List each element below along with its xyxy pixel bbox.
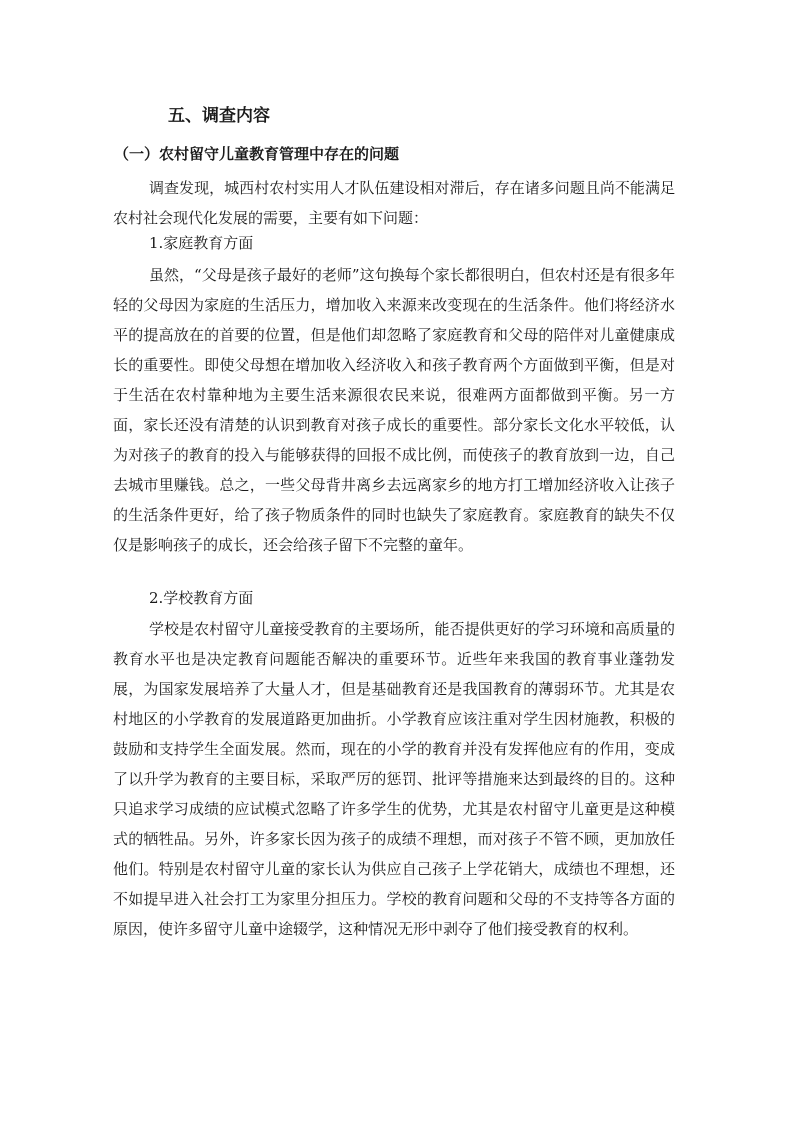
item-heading-family-education: 1.家庭教育方面 bbox=[149, 234, 254, 252]
paragraph-family-education: 虽然，“父母是孩子最好的老师”这句换每个家长都很明白，但农村还是有很多年轻的父母因为家庭的生活压力，增加收入来源来改变现在的生活条件。他们将经济水平的提高放在的首要的位置，但是他们却忽略了家庭教育和父母的陪伴对儿童健康成长的重要性。即使父母想在增加收入经济收入和孩子教育两个方面做到平衡，但是对于生活在农村靠种地为主要生活来源很农民来说，很难两方面都做到平衡。另一方面，家长还没有清楚的认识到教育对孩子成长的重要性。部分家长文化水平较低，认为对孩子的教育的投入与能够获得的回报不成比例，而使孩子的教育放到一边，自己去城市里赚钱。总之，一些父母背井离乡去远离家乡的地方打工增加经济收入让孩子的生活条件更好，给了孩子物质条件的同时也缺失了家庭教育。家庭教育的缺失不仅仅是影响孩子的成长，还会给孩子留下不完整的童年。 bbox=[113, 266, 675, 554]
item-heading-school-education: 2.学校教育方面 bbox=[149, 589, 254, 607]
paragraph-school-education: 学校是农村留守儿童接受教育的主要场所，能否提供更好的学习环境和高质量的教育水平也是决定教育问题能否解决的重要环节。近些年来我国的教育事业蓬勃发展，为国家发展培养了大量人才，但是基础教育还是我国教育的薄弱环节。尤其是农村地区的小学教育的发展道路更加曲折。小学教育应该注重对学生因材施教，积极的鼓励和支持学生全面发展。然而，现在的小学的教育并没有发挥他应有的作用，变成了以升学为教育的主要目标，采取严厉的惩罚、批评等措施来达到最终的目的。这种只追求学习成绩的应试模式忽略了许多学生的优势，尤其是农村留守儿童更是这种模式的牺牲品。另外，许多家长因为孩子的成绩不理想，而对孩子不管不顾，更加放任他们。特别是农村留守儿童的家长认为供应自己孩子上学花销大，成绩也不理想，还不如提早进入社会打工为家里分担压力。学校的教育问题和父母的不支持等各方面的原因，使许多留守儿童中途辍学，这种情况无形中剥夺了他们接受教育的权利。 bbox=[113, 620, 675, 938]
intro-paragraph: 调查发现，城西村农村实用人才队伍建设相对滞后，存在诸多问题且尚不能满足农村社会现代化发展的需要，主要有如下问题： bbox=[113, 179, 675, 227]
section-title: 五、调查内容 bbox=[168, 106, 270, 126]
subsection-title: （一）农村留守儿童教育管理中存在的问题 bbox=[114, 145, 400, 163]
